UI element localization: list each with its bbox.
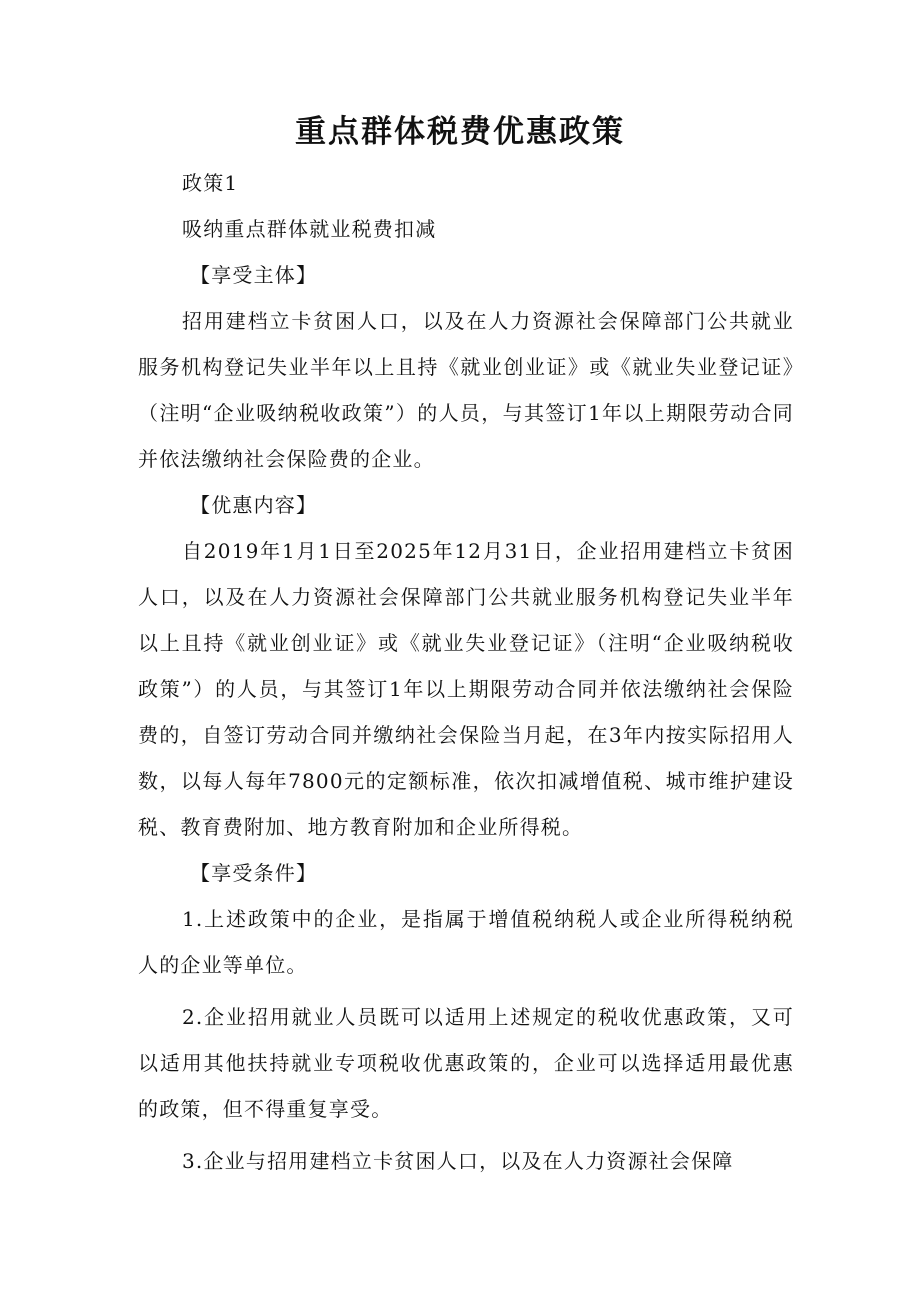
document-body: [138, 160, 794, 1184]
condition-item-1: 1.上述政策中的企业，是指属于增值税纳税人或企业所得税纳税人的企业等单位。: [138, 907, 794, 977]
policy-number: 政策1: [182, 171, 239, 195]
paragraph-benefit-content: 自2019年1月1日至2025年12月31日，企业招用建档立卡贫困人口，以及在人力资源社会保障部门公共就业服务机构登记失业半年以上且持《就业创业证》或《就业失业登记证》（注明“企业吸纳税收政策”）的人员，与其签订1年以上期限劳动合同并依法缴纳社会保险费的，自签订劳动合同并缴纳社会保险当月起，在3年内按实际招用人数，以每人每年7800元的定额标准，依次扣减增值税、城市维护建设税、教育费附加、地方教育附加和企业所得税。: [138, 539, 794, 839]
document-title: 重点群体税费优惠政策: [295, 114, 625, 150]
condition-item-3: 3.企业与招用建档立卡贫困人口，以及在人力资源社会保障: [182, 1149, 734, 1173]
section-heading-conditions: 【享受条件】: [190, 861, 318, 885]
paragraph-eligible-subject: 招用建档立卡贫困人口，以及在人力资源社会保障部门公共就业服务机构登记失业半年以上且持《就业创业证》或《就业失业登记证》（注明“企业吸纳税收政策”）的人员，与其签订1年以上期限劳动合同并依法缴纳社会保险费的企业。: [138, 309, 794, 471]
section-heading-eligible-subject: 【享受主体】: [190, 263, 318, 287]
policy-name: 吸纳重点群体就业税费扣减: [182, 217, 437, 241]
section-heading-benefit-content: 【优惠内容】: [190, 493, 318, 517]
condition-item-2: 2.企业招用就业人员既可以适用上述规定的税收优惠政策，又可以适用其他扶持就业专项税收优惠政策的，企业可以选择适用最优惠的政策，但不得重复享受。: [138, 1005, 794, 1121]
